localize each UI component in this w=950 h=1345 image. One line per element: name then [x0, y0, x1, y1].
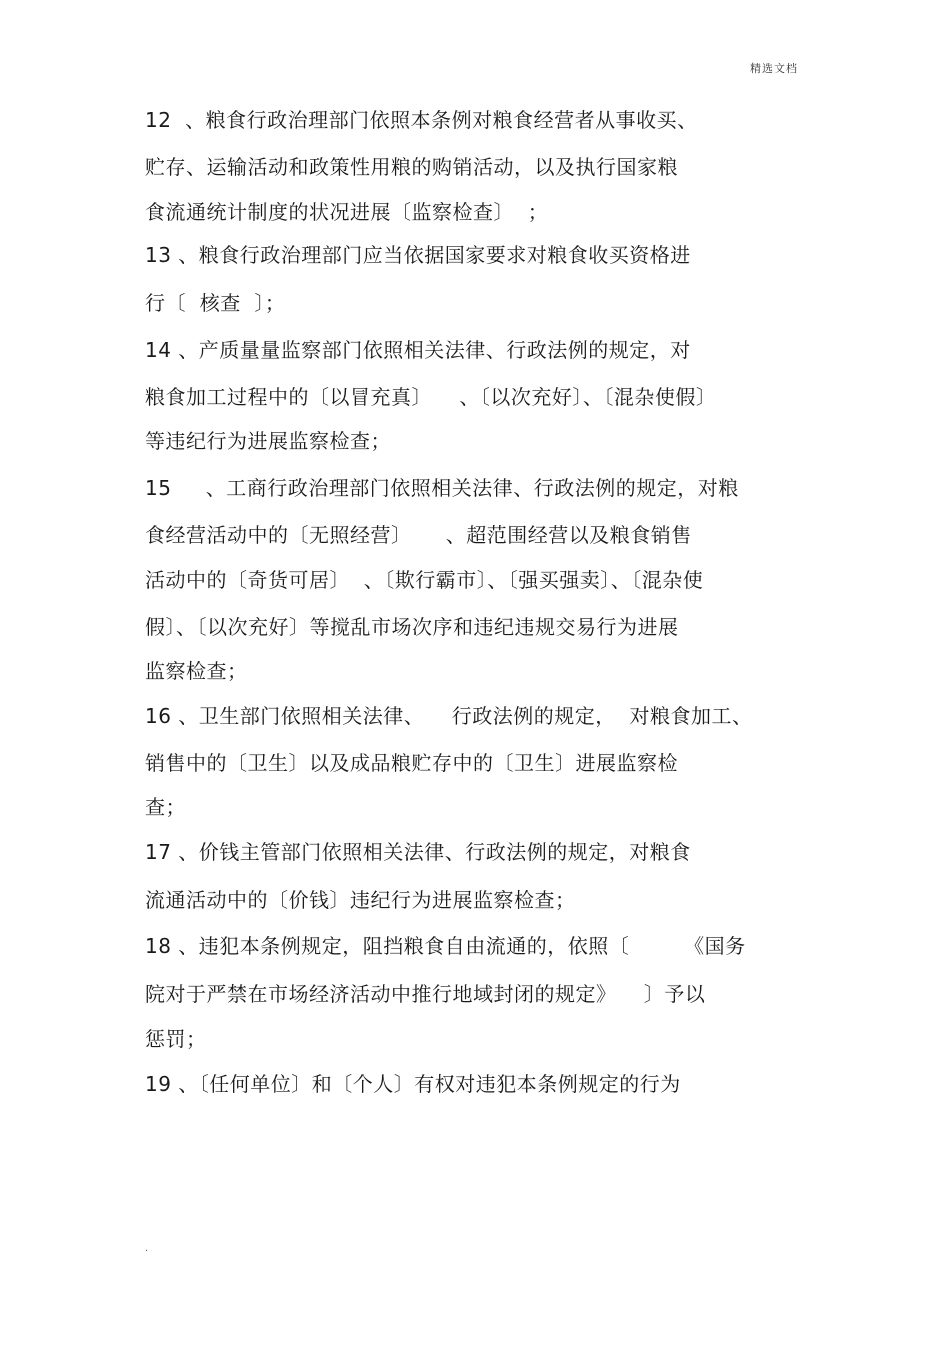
text-line: 销售中的〔卫生〕以及成品粮贮存中的〔卫生〕进展监察检: [145, 751, 678, 775]
text-line: 粮食加工过程中的〔以冒充真〕 、〔以次充好〕、〔混杂使假〕: [145, 385, 717, 409]
text-line: 活动中的〔奇货可居〕 、〔欺行霸市〕、〔强买强卖〕、〔混杂使: [145, 568, 704, 592]
footer-mark: .: [145, 1243, 149, 1254]
text-line: 等违纪行为进展监察检查；: [145, 429, 391, 453]
text-line: 假〕、〔以次充好〕等搅乱市场次序和违纪违规交易行为进展: [145, 615, 679, 639]
text-line: 14 、产质量量监察部门依照相关法律、行政法例的规定，对: [145, 338, 691, 362]
text-line: 16 、卫生部门依照相关法律、 行政法例的规定， 对粮食加工、: [145, 704, 753, 728]
text-line: 监察检查；: [145, 659, 248, 683]
text-line: 15 、工商行政治理部门依照相关法律、行政法例的规定，对粮: [145, 476, 739, 500]
page-header-label: 精选文档: [750, 62, 798, 75]
text-line: 13 、粮食行政治理部门应当依据国家要求对粮食收买资格进: [145, 243, 691, 267]
text-line: 院对于严禁在市场经济活动中推行地域封闭的规定》 〕予以: [145, 982, 706, 1006]
text-line: 贮存、运输活动和政策性用粮的购销活动，以及执行国家粮: [145, 155, 678, 179]
text-line: 流通活动中的〔价钱〕违纪行为进展监察检查；: [145, 888, 576, 912]
text-line: 食经营活动中的〔无照经营〕 、超范围经营以及粮食销售: [145, 523, 692, 547]
text-line: 18 、违犯本条例规定，阻挡粮食自由流通的，依照〔 《国务: [145, 934, 746, 958]
text-line: 12 、粮食行政治理部门依照本条例对粮食经营者从事收买、: [145, 108, 698, 132]
text-line: 食流通统计制度的状况进展〔监察检查〕 ；: [145, 200, 549, 224]
text-line: 查；: [145, 795, 186, 819]
text-line: 19 、〔任何单位〕和〔个人〕有权对违犯本条例规定的行为: [145, 1072, 681, 1096]
text-line: 行〔 核查 〕；: [145, 291, 286, 315]
text-line: 惩罚；: [145, 1027, 207, 1051]
text-line: 17 、价钱主管部门依照相关法律、行政法例的规定，对粮食: [145, 840, 691, 864]
